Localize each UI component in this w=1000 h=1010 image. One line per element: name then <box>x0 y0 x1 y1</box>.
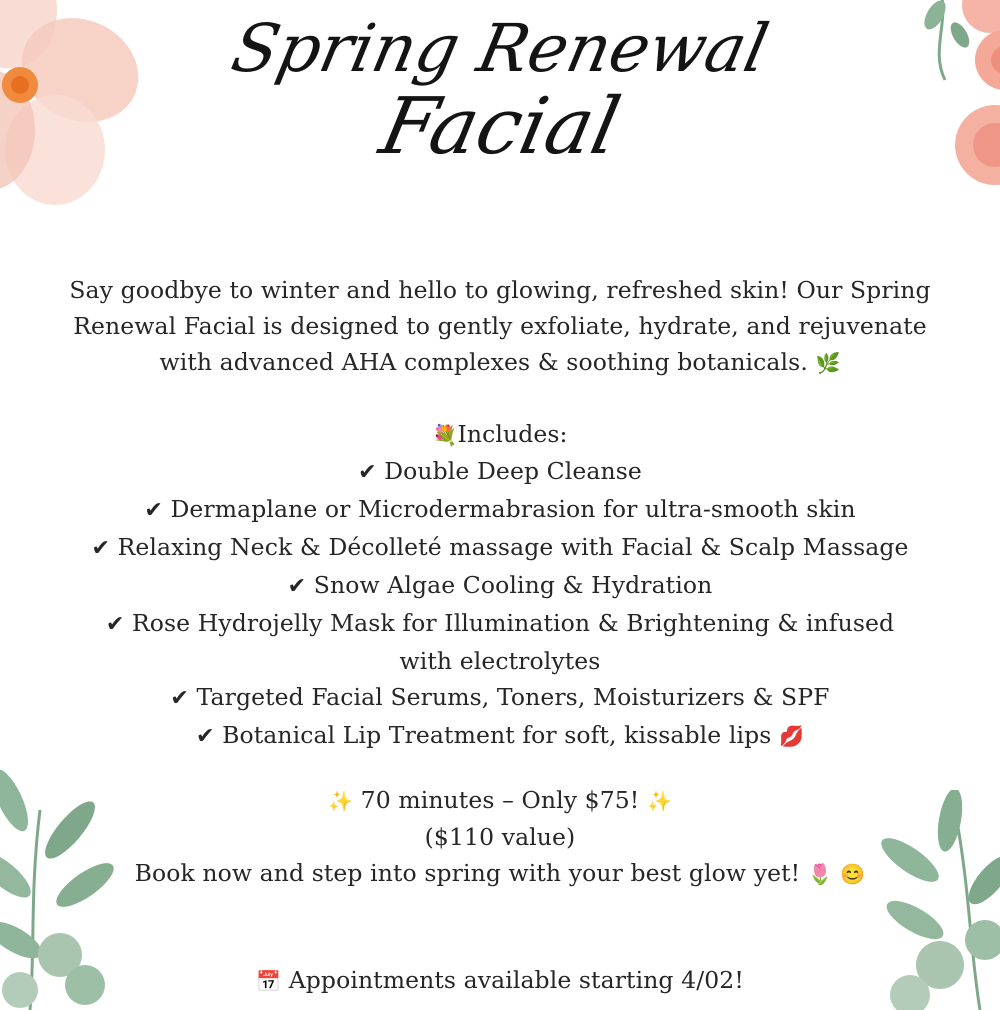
check-icon: ✔ <box>358 460 377 485</box>
offer-section <box>60 782 940 892</box>
roses-illustration <box>910 0 1000 205</box>
sparkle-emoji: ✨ <box>646 789 672 813</box>
check-icon: ✔ <box>287 574 307 599</box>
include-item: ✔ Botanical Lip Treatment for soft, kissable lips 💋 <box>195 721 805 749</box>
title-line-2: Facial <box>372 82 628 173</box>
price-line: ✨ 70 minutes – Only $75! ✨ <box>328 786 672 814</box>
include-item-continuation: with electrolytes <box>399 647 601 675</box>
bouquet-emoji: 💐 <box>432 423 458 447</box>
appointments-line: 📅 Appointments available starting 4/02! <box>256 966 744 994</box>
page-title <box>225 10 775 173</box>
herb-emoji: 🌿 <box>815 351 841 375</box>
intro-line: Say goodbye to winter and hello to glowing, refreshed skin! Our Spring <box>69 276 931 304</box>
intro-paragraph <box>60 272 940 381</box>
check-icon: ✔ <box>144 498 163 523</box>
lips-emoji: 💋 <box>779 724 805 748</box>
tulip-emoji: 🌷 <box>807 862 833 886</box>
calendar-emoji: 📅 <box>256 969 282 993</box>
include-item: ✔ Rose Hydrojelly Mask for Illumination & Brightening & infused <box>105 609 895 637</box>
include-item: ✔ Relaxing Neck & Décolleté massage with Facial & Scalp Massage <box>91 533 909 561</box>
include-item: ✔ Dermaplane or Microdermabrasion for ultra-smooth skin <box>144 495 856 523</box>
smile-emoji: 😊 <box>840 862 866 886</box>
intro-line: Renewal Facial is designed to gently exfoliate, hydrate, and rejuvenate <box>73 312 927 340</box>
includes-section <box>60 416 940 755</box>
check-icon: ✔ <box>195 724 215 749</box>
include-item: ✔ Snow Algae Cooling & Hydration <box>287 571 713 599</box>
title-line-1: Spring Renewal <box>225 10 775 87</box>
sparkle-emoji: ✨ <box>328 789 354 813</box>
value-line: ($110 value) <box>424 823 576 851</box>
cta-line: Book now and step into spring with your best glow yet! 🌷 😊 <box>134 859 866 887</box>
intro-line: with advanced AHA complexes & soothing botanicals. 🌿 <box>159 348 841 376</box>
flower-illustration <box>0 0 160 210</box>
includes-heading: 💐Includes: <box>432 420 568 448</box>
include-item: ✔ Targeted Facial Serums, Toners, Moisturizers & SPF <box>170 683 830 711</box>
check-icon: ✔ <box>170 686 189 711</box>
check-icon: ✔ <box>105 612 125 637</box>
check-icon: ✔ <box>91 536 110 561</box>
include-item: ✔ Double Deep Cleanse <box>358 457 642 485</box>
